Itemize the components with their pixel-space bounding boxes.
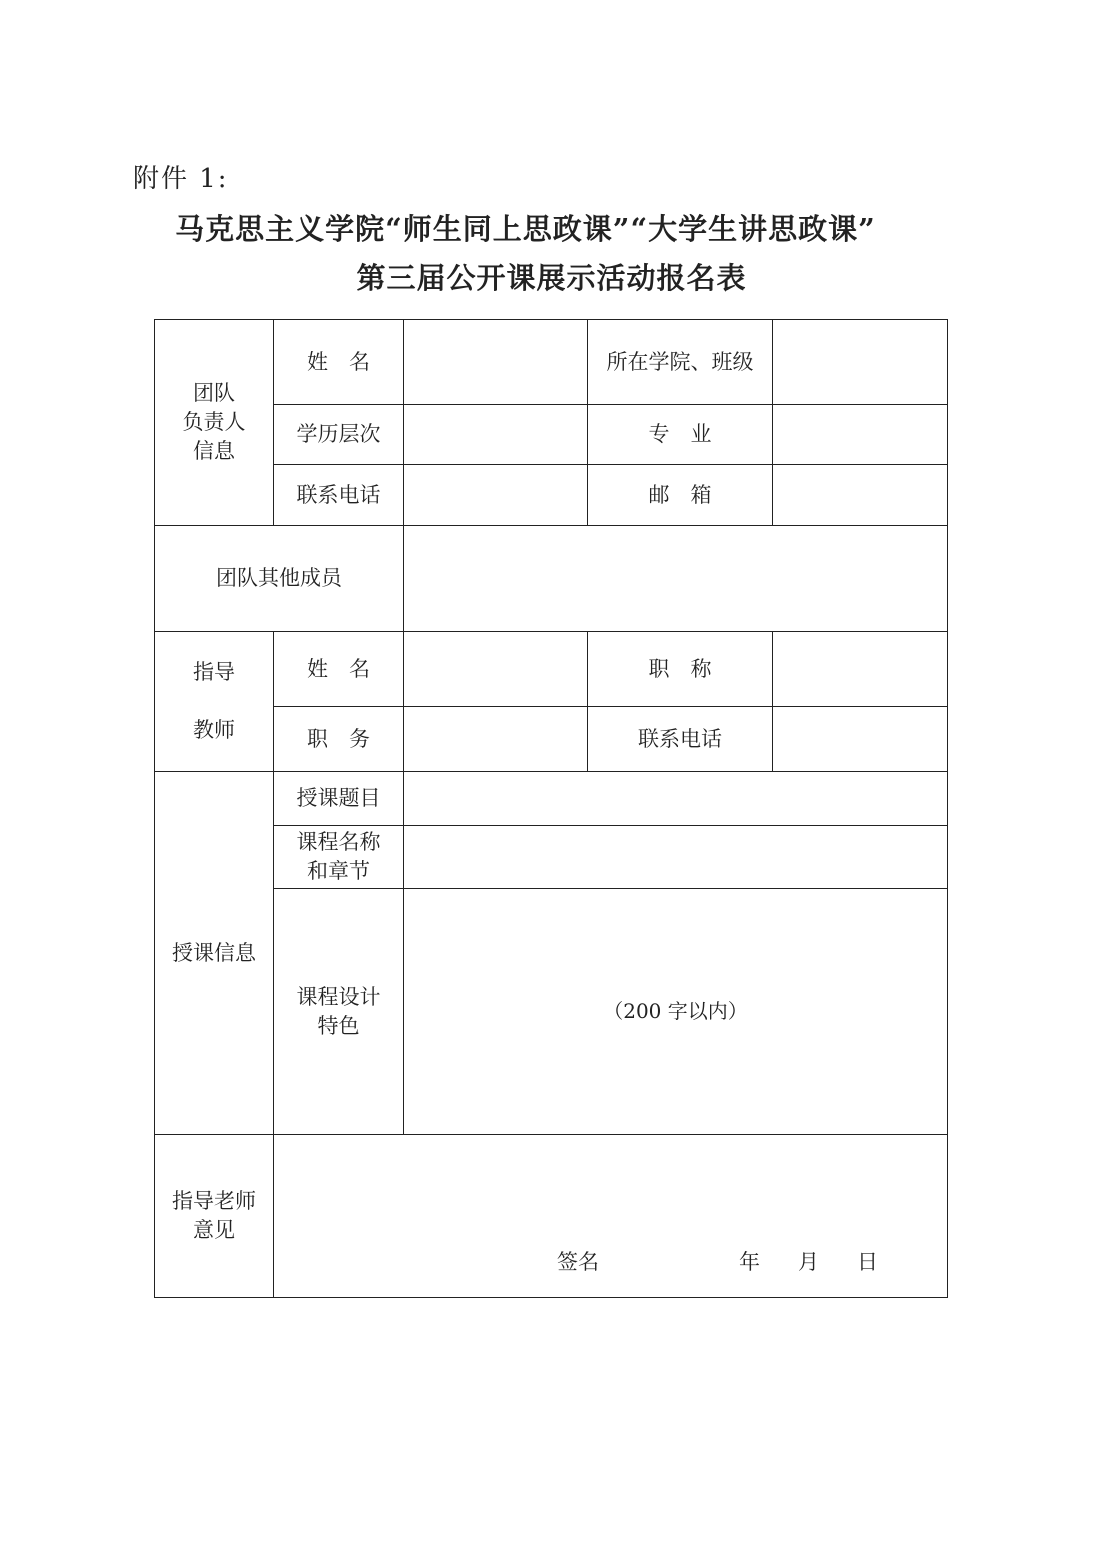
education-field[interactable] (404, 405, 588, 465)
advisor-position-field[interactable] (404, 707, 588, 772)
sign-label: 签名 (557, 1250, 599, 1274)
lesson-section-label: 授课信息 (155, 772, 274, 1135)
course-chapter-field[interactable] (404, 826, 948, 889)
advisor-section-label-line-1: 指导 (193, 660, 235, 684)
advisor-opinion-row (155, 1135, 948, 1298)
advisor-title-field[interactable] (773, 632, 948, 707)
leader-row-name (155, 320, 948, 405)
design-features-field[interactable] (404, 889, 948, 1135)
lesson-row-topic (155, 772, 948, 826)
advisor-position-label: 职 务 (274, 707, 404, 772)
advisor-row-position (155, 707, 948, 772)
other-members-row (155, 526, 948, 632)
lesson-topic-field[interactable] (404, 772, 948, 826)
email-label: 邮 箱 (588, 465, 773, 526)
lesson-topic-label: 授课题目 (274, 772, 404, 826)
attachment-label: 附件 1: (133, 164, 229, 194)
college-class-field[interactable] (773, 320, 948, 405)
leader-name-field[interactable] (404, 320, 588, 405)
lesson-row-course (155, 826, 948, 889)
year-label: 年 (739, 1250, 760, 1274)
leader-row-contact (155, 465, 948, 526)
form-title-line-2: 第三届公开课展示活动报名表 (356, 261, 747, 295)
advisor-name-field[interactable] (404, 632, 588, 707)
signature-date-line (557, 1248, 878, 1277)
advisor-opinion-field[interactable] (274, 1135, 948, 1298)
major-label: 专 业 (588, 405, 773, 465)
leader-section-label: 团队 负责人 信息 (155, 320, 274, 526)
advisor-section-label-line-2: 教师 (193, 718, 235, 742)
course-chapter-label: 课程名称 和章节 (274, 826, 404, 889)
other-members-label: 团队其他成员 (155, 526, 404, 632)
college-class-label: 所在学院、班级 (588, 320, 773, 405)
advisor-section-label (155, 632, 274, 772)
advisor-phone-label: 联系电话 (588, 707, 773, 772)
advisor-name-label: 姓 名 (274, 632, 404, 707)
advisor-phone-field[interactable] (773, 707, 948, 772)
design-features-hint: （200 字以内） (603, 999, 748, 1023)
leader-name-label: 姓 名 (274, 320, 404, 405)
email-field[interactable] (773, 465, 948, 526)
day-label: 日 (857, 1250, 878, 1274)
form-title-line-1: 马克思主义学院“师生同上思政课”“大学生讲思政课” (175, 212, 876, 246)
education-label: 学历层次 (274, 405, 404, 465)
leader-phone-field[interactable] (404, 465, 588, 526)
advisor-title-label: 职 称 (588, 632, 773, 707)
design-features-label: 课程设计 特色 (274, 889, 404, 1135)
month-label: 月 (798, 1250, 819, 1274)
registration-form-table (154, 319, 948, 1298)
lesson-row-design (155, 889, 948, 1135)
advisor-row-name (155, 632, 948, 707)
advisor-opinion-label: 指导老师 意见 (155, 1135, 274, 1298)
major-field[interactable] (773, 405, 948, 465)
other-members-field[interactable] (404, 526, 948, 632)
leader-row-education (155, 405, 948, 465)
leader-phone-label: 联系电话 (274, 465, 404, 526)
